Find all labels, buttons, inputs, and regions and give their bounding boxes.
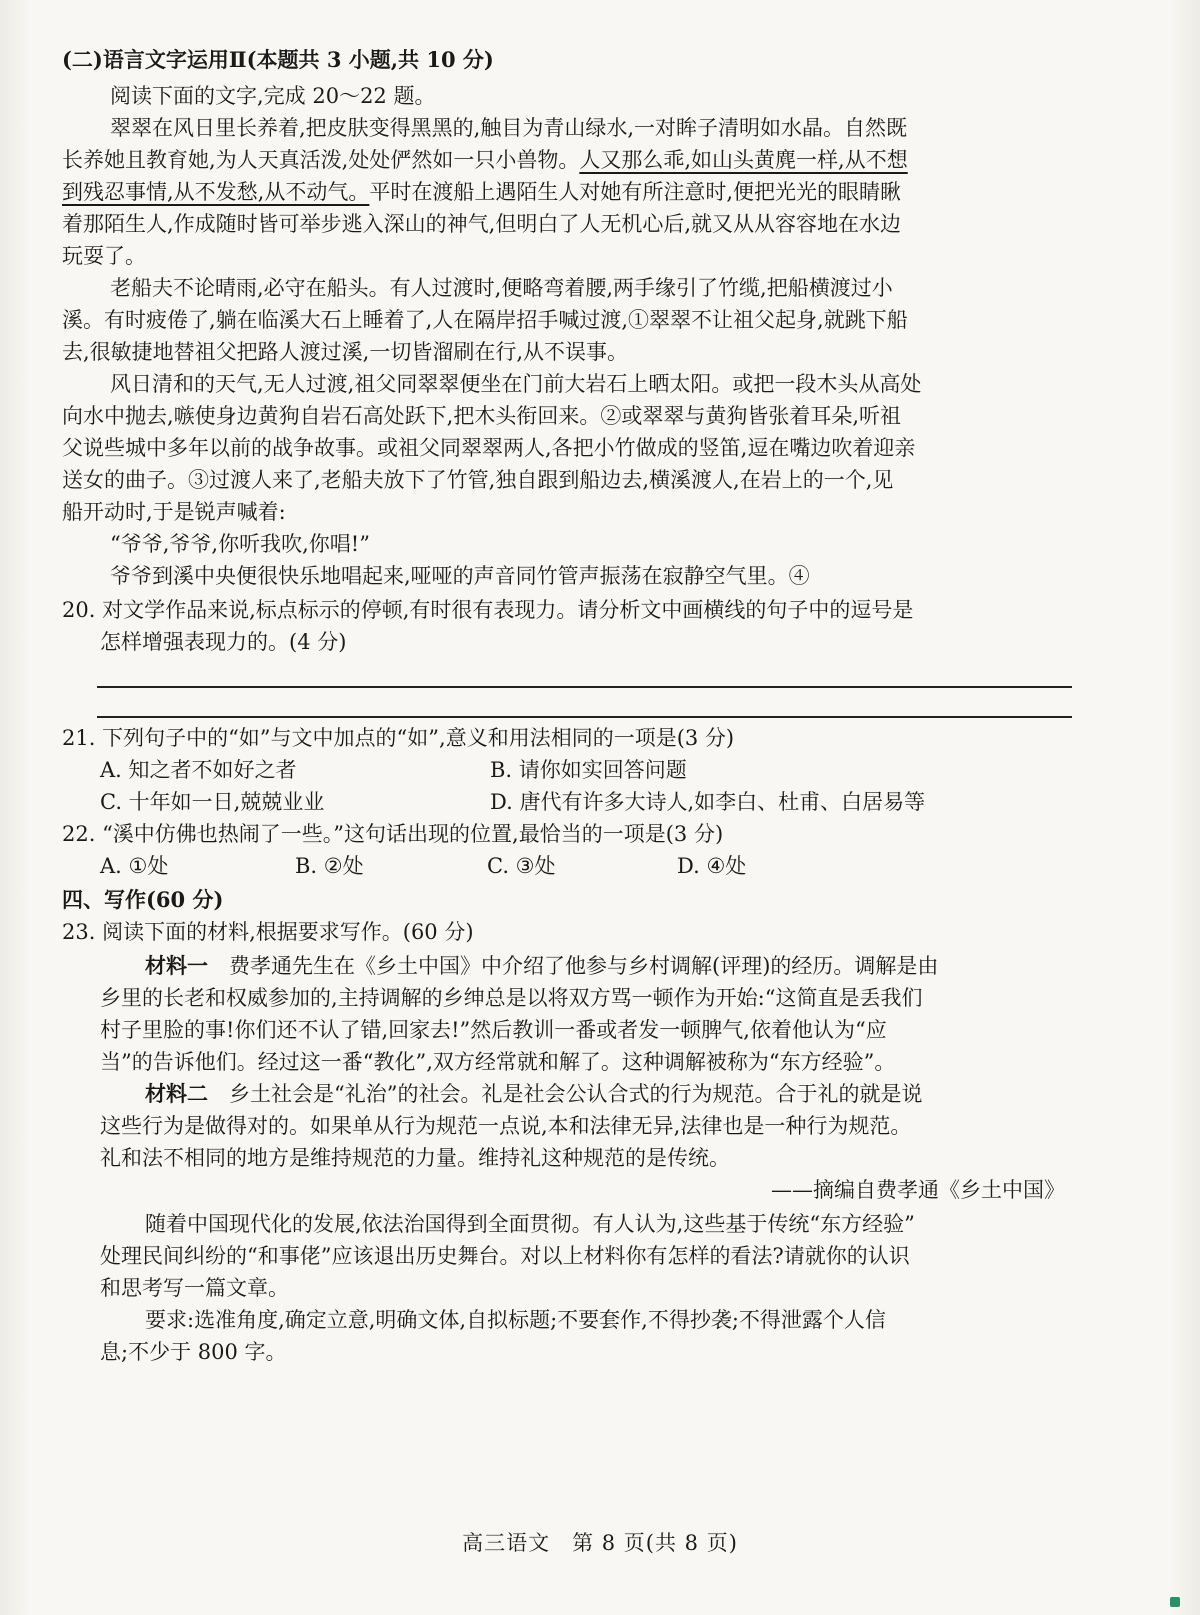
underlined-sentence: 人又那么乖,如山头黄麂一样,从不想 — [579, 148, 908, 172]
material-line: 乡里的长老和权威参加的,主持调解的乡绅总是以将双方骂一顿作为开始:“这简直是丢我们 — [100, 986, 923, 1010]
question-20-stem: 20. 对文学作品来说,标点标示的停顿,有时很有表现力。请分析文中画横线的句子中的逗号是 — [62, 598, 914, 622]
prompt-line: 和思考写一篇文章。 — [100, 1276, 289, 1300]
passage-line: 船开动时,于是锐声喊着: — [62, 500, 286, 524]
scanner-watermark — [1170, 1597, 1180, 1607]
question-23-stem: 23. 阅读下面的材料,根据要求写作。(60 分) — [62, 920, 474, 944]
option-b[interactable]: B. ②处 — [295, 854, 364, 878]
prompt-line: 随着中国现代化的发展,依法治国得到全面贯彻。有人认为,这些基于传统“东方经验” — [145, 1212, 915, 1236]
question-21-stem: 21. 下列句子中的“如”与文中加点的“如”,意义和用法相同的一项是(3 分) — [62, 726, 735, 750]
passage-line: 送女的曲子。③过渡人来了,老船夫放下了竹管,独自跟到船边去,横溪渡人,在岩上的一个,见 — [62, 468, 894, 492]
answer-line[interactable] — [97, 686, 1072, 688]
section-heading: (二)语言文字运用Ⅱ(本题共 3 小题,共 10 分) — [62, 47, 494, 72]
material-source: ——摘编自费孝通《乡土中国》 — [771, 1178, 1065, 1202]
passage-line: 溪。有时疲倦了,躺在临溪大石上睡着了,人在隔岸招手喊过渡,①翠翠不让祖父起身,就跳下船 — [62, 308, 908, 332]
passage-line — [62, 144, 1072, 176]
passage-line: 父说些城中多年以前的战争故事。或祖父同翠翠两人,各把小竹做成的竖笛,逗在嘴边吹着迎亲 — [62, 436, 916, 460]
material-line: 村子里脸的事!你们还不认了错,回家去!”然后教训一番或者发一顿脾气,依着他认为“应 — [100, 1018, 887, 1042]
underlined-sentence: 到残忍事情,从不发愁,从不动气。 — [62, 180, 370, 204]
page-footer: 高三语文 第 8 页(共 8 页) — [462, 1531, 738, 1555]
material-line — [145, 950, 1075, 982]
material-text: 乡土社会是“礼治”的社会。礼是社会公认合式的行为规范。合于礼的就是说 — [229, 1082, 923, 1106]
passage-line: 翠翠在风日里长养着,把皮肤变得黑黑的,触目为青山绿水,一对眸子清明如水晶。自然既 — [110, 116, 908, 140]
requirement-line: 要求:选准角度,确定立意,明确文体,自拟标题;不要套作,不得抄袭;不得泄露个人信 — [145, 1308, 886, 1332]
writing-heading: 四、写作(60 分) — [62, 887, 224, 912]
option-c[interactable]: C. 十年如一日,兢兢业业 — [100, 790, 325, 814]
passage-line: “爷爷,爷爷,你听我吹,你唱!” — [110, 532, 370, 556]
passage-line: 玩耍了。 — [62, 244, 146, 268]
prompt-line: 处理民间纠纷的“和事佬”应该退出历史舞台。对以上材料你有怎样的看法?请就你的认识 — [100, 1244, 910, 1268]
option-c[interactable]: C. ③处 — [487, 854, 556, 878]
material-2-label: 材料二 — [145, 1081, 208, 1106]
material-line: 礼和法不相同的地方是维持规范的力量。维持礼这种规范的是传统。 — [100, 1146, 730, 1170]
option-a[interactable]: A. 知之者不如好之者 — [100, 758, 297, 782]
section-instruction: 阅读下面的文字,完成 20～22 题。 — [110, 84, 436, 108]
passage-line: 去,很敏捷地替祖父把路人渡过溪,一切皆溜刷在行,从不误事。 — [62, 340, 629, 364]
option-a[interactable]: A. ①处 — [100, 854, 169, 878]
option-b[interactable]: B. 请你如实回答问题 — [490, 758, 687, 782]
material-line: 这些行为是做得对的。如果单从行为规范一点说,本和法律无异,法律也是一种行为规范。 — [100, 1114, 912, 1138]
material-line: 当”的告诉他们。经过这一番“教化”,双方经常就和解了。这种调解被称为“东方经验”。 — [100, 1050, 896, 1074]
material-text: 费孝通先生在《乡土中国》中介绍了他参与乡村调解(评理)的经历。调解是由 — [229, 954, 939, 978]
answer-line[interactable] — [97, 716, 1072, 718]
scanner-logo-icon — [1170, 1597, 1180, 1607]
passage-line: 爷爷到溪中央便很快乐地唱起来,哑哑的声音同竹管声振荡在寂静空气里。④ — [110, 564, 810, 588]
passage-line — [62, 176, 1072, 208]
passage-line: 老船夫不论晴雨,必守在船头。有人过渡时,便略弯着腰,两手缘引了竹缆,把船横渡过小 — [110, 276, 893, 300]
material-line — [145, 1078, 1075, 1110]
passage-text: 长养她且教育她,为人天真活泼,处处俨然如一只小兽物。 — [62, 148, 580, 172]
option-d[interactable]: D. ④处 — [677, 854, 747, 878]
passage-line: 着那陌生人,作成随时皆可举步逃入深山的神气,但明白了人无机心后,就又从从容容地在水边 — [62, 212, 902, 236]
question-22-stem: 22. “溪中仿佛也热闹了一些。”这句话出现的位置,最恰当的一项是(3 分) — [62, 822, 724, 846]
passage-text: 平时在渡船上遇陌生人对她有所注意时,便把光光的眼睛瞅 — [369, 180, 902, 204]
question-20-stem: 怎样增强表现力的。(4 分) — [100, 630, 347, 654]
material-1-label: 材料一 — [145, 953, 208, 978]
passage-line: 向水中抛去,嗾使身边黄狗自岩石高处跃下,把木头衔回来。②或翠翠与黄狗皆张着耳朵,听祖 — [62, 404, 902, 428]
requirement-line: 息;不少于 800 字。 — [100, 1340, 287, 1364]
passage-line: 风日清和的天气,无人过渡,祖父同翠翠便坐在门前大岩石上晒太阳。或把一段木头从高处 — [110, 372, 922, 396]
option-d[interactable]: D. 唐代有许多大诗人,如李白、杜甫、白居易等 — [490, 790, 926, 814]
